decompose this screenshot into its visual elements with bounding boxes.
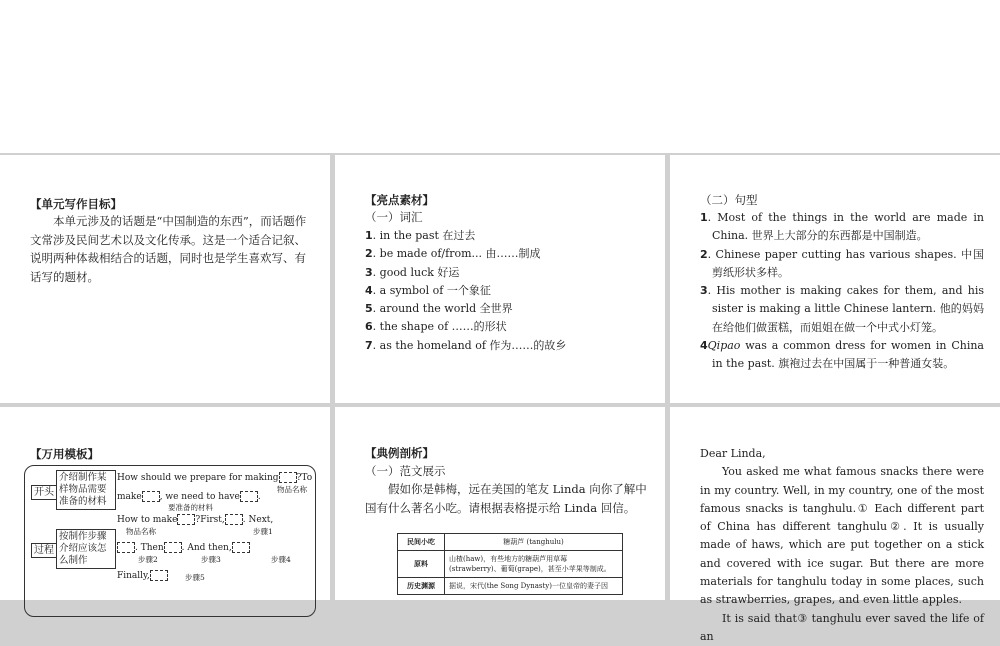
list-item: 5. around the world 全世界 bbox=[365, 302, 513, 316]
template-heading: 【万用模板】 bbox=[30, 447, 99, 461]
vocabulary-list bbox=[365, 227, 649, 355]
list-item: 6. the shape of ……的形状 bbox=[365, 320, 507, 334]
template-note: 物品名称 bbox=[277, 485, 307, 494]
model-letter-panel bbox=[670, 407, 1000, 643]
list-item: 1. in the past 在过去 bbox=[365, 229, 476, 242]
snack-info-table bbox=[397, 533, 623, 595]
model-essay-subheading: （一）范文展示 bbox=[365, 464, 446, 478]
template-note: 要准备的材料 bbox=[168, 503, 213, 512]
template-line: make , we need to have . bbox=[117, 492, 261, 502]
template-note: 物品名称 bbox=[126, 527, 156, 536]
example-analysis-panel bbox=[335, 407, 665, 600]
list-item: 2. Chinese paper cutting has various shapes. 中国剪纸形状多样。 bbox=[700, 247, 984, 279]
model-letter bbox=[700, 445, 984, 646]
template-note: 步骤4 bbox=[271, 555, 291, 564]
writing-goal-heading: 【单元写作目标】 bbox=[30, 197, 122, 211]
table-row: 历史渊源 据说，宋代(the Song Dynasty)一位皇帝的妻子因 bbox=[398, 578, 623, 595]
vocabulary-subheading: （一）词汇 bbox=[365, 210, 423, 224]
letter-greeting: Dear Linda, bbox=[700, 447, 766, 460]
template-line: How to make ?First, . Next, bbox=[117, 515, 274, 525]
template-diagram bbox=[24, 465, 316, 617]
highlight-material-panel bbox=[335, 155, 665, 403]
process-tag: 过程 bbox=[31, 543, 57, 558]
writing-prompt: 假如你是韩梅，远在美国的笔友 Linda 向你了解中国有什么著名小吃。请根据表格提示给 Linda 回信。 bbox=[365, 482, 647, 515]
template-note: 步骤5 bbox=[185, 573, 205, 582]
sentence-patterns-panel bbox=[670, 155, 1000, 403]
list-item: 7. as the homeland of 作为……的故乡 bbox=[365, 338, 567, 352]
highlight-material-heading: 【亮点素材】 bbox=[365, 193, 434, 207]
list-item: 3. good luck 好运 bbox=[365, 265, 460, 279]
template-line: Finally, bbox=[117, 570, 168, 581]
sentence-list bbox=[700, 209, 984, 374]
template-note: 步骤3 bbox=[201, 555, 221, 564]
list-item: 4. a symbol of 一个象征 bbox=[365, 283, 491, 297]
writing-goal-panel bbox=[0, 155, 330, 403]
template-line: . Then . And then, bbox=[117, 542, 250, 553]
process-box: 按制作步骤介绍应该怎么制作 bbox=[56, 529, 116, 569]
list-item: 3. His mother is making cakes for them, and his sister is making a little Chinese lantern. 他的妈妈在给他们做蛋糕，而姐姐在做一个中式小灯笼。 bbox=[700, 284, 984, 334]
list-item: 2. be made of/from... 由……制成 bbox=[365, 247, 541, 261]
list-item: 1. Most of the things in the world are made in China. 世界上大部分的东西都是中国制造。 bbox=[700, 211, 984, 243]
sentence-subheading: （二）句型 bbox=[700, 193, 758, 207]
letter-paragraph: It is said that③ tanghulu ever saved the life of an bbox=[700, 611, 984, 643]
template-note: 步骤1 bbox=[253, 527, 273, 536]
opening-tag: 开头 bbox=[31, 485, 57, 500]
example-heading: 【典例剖析】 bbox=[365, 446, 434, 460]
universal-template-panel bbox=[0, 407, 330, 600]
list-item: 4Qipao was a common dress for women in China in the past. 旗袍过去在中国属于一种普通女装。 bbox=[700, 339, 984, 371]
writing-goal-text: 本单元涉及的话题是“中国制造的东西”，而话题作文常涉及民间艺术以及文化传承。这是一个适合记叙、说明两种体裁相结合的话题，同时也是学生喜欢写、有话写的题材。 bbox=[30, 214, 307, 284]
table-row: 原料 山楂(haw)，有些地方的糖葫芦用草莓(strawberry)、葡萄(grape)，甚至小苹果等制成。 bbox=[398, 551, 623, 578]
template-note: 步骤2 bbox=[138, 555, 158, 564]
opening-box: 介绍制作某样物品需要准备的材料 bbox=[56, 470, 116, 510]
table-row: 民间小吃 糖葫芦 (tanghulu) bbox=[398, 534, 623, 551]
template-line: How should we prepare for making ?To bbox=[117, 473, 313, 483]
blank-top-area bbox=[0, 0, 1000, 153]
letter-paragraph: You asked me what famous snacks there were in my country. Well, in my country, one of the most famous snacks is tanghulu.① Each different part of China has different tanghulu②. It is usually made of haws, which are put together on a stick and covered with ice sugar. But there are more materials for tanghulu today in some places, such as strawberries, grapes, and even little apples. bbox=[700, 465, 984, 607]
